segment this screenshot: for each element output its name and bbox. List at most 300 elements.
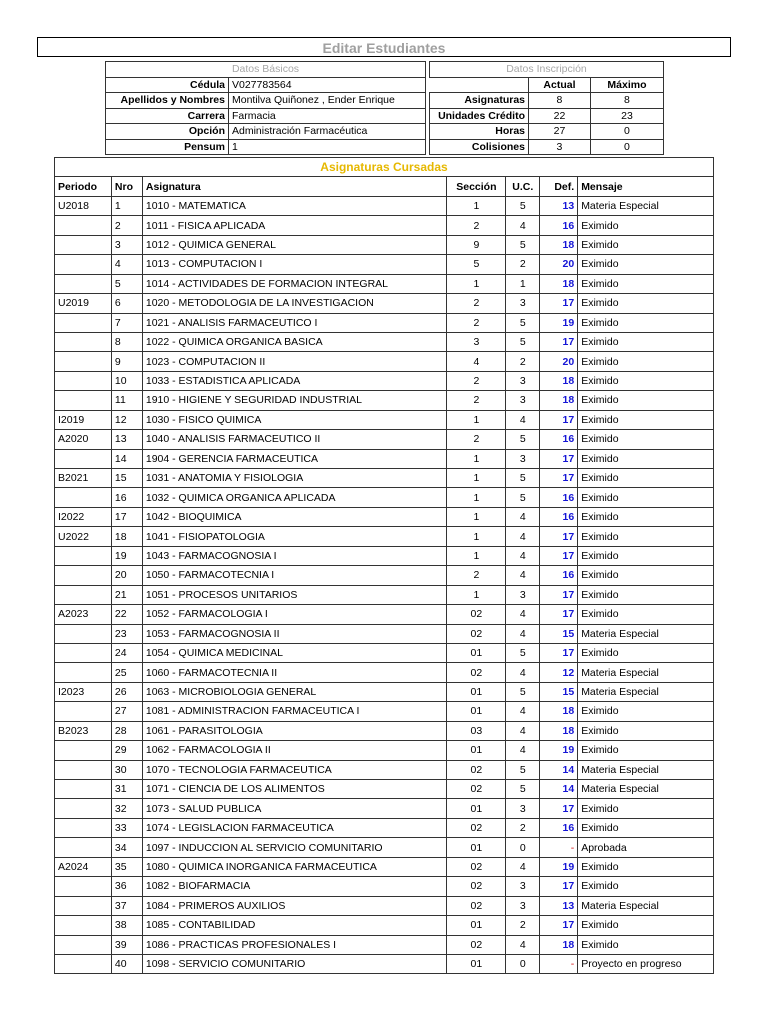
periodo-cell: A2024 xyxy=(55,857,112,876)
inscription-data-header: Datos Inscripción xyxy=(430,62,664,78)
mensaje-cell: Eximido xyxy=(578,799,714,818)
periodo-cell xyxy=(55,916,112,935)
nro-cell: 5 xyxy=(111,274,142,293)
nro-cell: 11 xyxy=(111,391,142,410)
uc-cell: 4 xyxy=(506,663,540,682)
def-cell: 17 xyxy=(540,469,578,488)
seccion-cell: 01 xyxy=(447,741,506,760)
basic-row xyxy=(106,108,426,124)
table-row xyxy=(55,624,714,643)
table-row xyxy=(55,702,714,721)
periodo-cell xyxy=(55,235,112,254)
actual-value: 8 xyxy=(529,93,591,109)
seccion-cell: 01 xyxy=(447,799,506,818)
uc-cell: 5 xyxy=(506,643,540,662)
def-cell: 18 xyxy=(540,235,578,254)
seccion-cell: 1 xyxy=(447,449,506,468)
def-cell: 17 xyxy=(540,294,578,313)
page-title: Editar Estudiantes xyxy=(37,37,731,57)
def-cell: 19 xyxy=(540,857,578,876)
col-header-uc: U.C. xyxy=(506,177,540,196)
asignatura-cell: 1031 - ANATOMIA Y FISIOLOGIA xyxy=(142,469,447,488)
table-row xyxy=(55,430,714,449)
seccion-cell: 2 xyxy=(447,313,506,332)
field-label: Unidades Crédito xyxy=(430,108,529,124)
field-label: Colisiones xyxy=(430,139,529,155)
inscription-row xyxy=(430,93,664,109)
uc-cell: 3 xyxy=(506,799,540,818)
uc-cell: 3 xyxy=(506,294,540,313)
asignatura-cell: 1041 - FISIOPATOLOGIA xyxy=(142,527,447,546)
mensaje-cell: Eximido xyxy=(578,605,714,624)
table-row xyxy=(55,643,714,662)
uc-cell: 4 xyxy=(506,935,540,954)
periodo-cell: A2020 xyxy=(55,430,112,449)
table-row xyxy=(55,527,714,546)
nro-cell: 8 xyxy=(111,332,142,351)
asignatura-cell: 1013 - COMPUTACION I xyxy=(142,255,447,274)
uc-cell: 5 xyxy=(506,196,540,215)
mensaje-cell: Eximido xyxy=(578,274,714,293)
mensaje-cell: Materia Especial xyxy=(578,682,714,701)
nro-cell: 33 xyxy=(111,818,142,837)
periodo-cell xyxy=(55,741,112,760)
basic-row xyxy=(106,77,426,93)
seccion-cell: 1 xyxy=(447,585,506,604)
table-row xyxy=(55,274,714,293)
asignatura-cell: 1074 - LEGISLACION FARMACEUTICA xyxy=(142,818,447,837)
nro-cell: 22 xyxy=(111,605,142,624)
inscription-row xyxy=(430,108,664,124)
nro-cell: 1 xyxy=(111,196,142,215)
asignatura-cell: 1070 - TECNOLOGIA FARMACEUTICA xyxy=(142,760,447,779)
seccion-cell: 02 xyxy=(447,663,506,682)
def-cell: 17 xyxy=(540,605,578,624)
def-cell: 19 xyxy=(540,313,578,332)
asignatura-cell: 1051 - PROCESOS UNITARIOS xyxy=(142,585,447,604)
nro-cell: 13 xyxy=(111,430,142,449)
basic-row xyxy=(106,124,426,140)
periodo-cell xyxy=(55,274,112,293)
asignatura-cell: 1011 - FISICA APLICADA xyxy=(142,216,447,235)
mensaje-cell: Eximido xyxy=(578,857,714,876)
asignatura-cell: 1098 - SERVICIO COMUNITARIO xyxy=(142,954,447,973)
uc-cell: 3 xyxy=(506,371,540,390)
periodo-cell xyxy=(55,585,112,604)
seccion-cell: 1 xyxy=(447,546,506,565)
asignatura-cell: 1081 - ADMINISTRACION FARMACEUTICA I xyxy=(142,702,447,721)
field-label: Cédula xyxy=(106,77,229,93)
asignatura-cell: 1022 - QUIMICA ORGANICA BASICA xyxy=(142,332,447,351)
periodo-cell xyxy=(55,838,112,857)
periodo-cell xyxy=(55,449,112,468)
col-header-nro: Nro xyxy=(111,177,142,196)
uc-cell: 5 xyxy=(506,332,540,351)
mensaje-cell: Materia Especial xyxy=(578,780,714,799)
def-cell: 12 xyxy=(540,663,578,682)
field-label: Asignaturas xyxy=(430,93,529,109)
seccion-cell: 02 xyxy=(447,877,506,896)
periodo-cell xyxy=(55,546,112,565)
uc-cell: 4 xyxy=(506,216,540,235)
uc-cell: 4 xyxy=(506,410,540,429)
table-row xyxy=(55,566,714,585)
mensaje-cell: Eximido xyxy=(578,488,714,507)
mensaje-cell: Eximido xyxy=(578,410,714,429)
asignatura-cell: 1085 - CONTABILIDAD xyxy=(142,916,447,935)
nro-cell: 40 xyxy=(111,954,142,973)
nro-cell: 28 xyxy=(111,721,142,740)
table-row xyxy=(55,818,714,837)
mensaje-cell: Eximido xyxy=(578,371,714,390)
uc-cell: 3 xyxy=(506,449,540,468)
nro-cell: 16 xyxy=(111,488,142,507)
col-actual-header: Actual xyxy=(529,77,591,93)
nro-cell: 39 xyxy=(111,935,142,954)
maximo-value: 23 xyxy=(590,108,663,124)
uc-cell: 4 xyxy=(506,566,540,585)
asignatura-cell: 1021 - ANALISIS FARMACEUTICO I xyxy=(142,313,447,332)
maximo-value: 0 xyxy=(590,139,663,155)
seccion-cell: 03 xyxy=(447,721,506,740)
mensaje-cell: Eximido xyxy=(578,332,714,351)
uc-cell: 5 xyxy=(506,760,540,779)
def-cell: 20 xyxy=(540,255,578,274)
asignatura-cell: 1032 - QUIMICA ORGANICA APLICADA xyxy=(142,488,447,507)
uc-cell: 4 xyxy=(506,624,540,643)
uc-cell: 5 xyxy=(506,682,540,701)
def-cell: 14 xyxy=(540,780,578,799)
col-maximo-header: Máximo xyxy=(590,77,663,93)
asignatura-cell: 1050 - FARMACOTECNIA I xyxy=(142,566,447,585)
mensaje-cell: Proyecto en progreso xyxy=(578,954,714,973)
basic-data-table xyxy=(105,61,426,155)
table-row xyxy=(55,877,714,896)
def-cell: 15 xyxy=(540,624,578,643)
asignatura-cell: 1053 - FARMACOGNOSIA II xyxy=(142,624,447,643)
def-cell: 18 xyxy=(540,721,578,740)
uc-cell: 2 xyxy=(506,255,540,274)
table-row xyxy=(55,857,714,876)
def-cell: 13 xyxy=(540,896,578,915)
asignatura-cell: 1063 - MICROBIOLOGIA GENERAL xyxy=(142,682,447,701)
def-cell: 16 xyxy=(540,216,578,235)
field-label: Opción xyxy=(106,124,229,140)
def-cell: 18 xyxy=(540,702,578,721)
nro-cell: 34 xyxy=(111,838,142,857)
asignatura-cell: 1023 - COMPUTACION II xyxy=(142,352,447,371)
mensaje-cell: Eximido xyxy=(578,877,714,896)
nro-cell: 15 xyxy=(111,469,142,488)
seccion-cell: 02 xyxy=(447,935,506,954)
inscription-row xyxy=(430,124,664,140)
table-row xyxy=(55,741,714,760)
mensaje-cell: Eximido xyxy=(578,935,714,954)
seccion-cell: 02 xyxy=(447,818,506,837)
asignatura-cell: 1073 - SALUD PUBLICA xyxy=(142,799,447,818)
def-cell: 17 xyxy=(540,799,578,818)
table-row xyxy=(55,196,714,215)
mensaje-cell: Eximido xyxy=(578,216,714,235)
mensaje-cell: Materia Especial xyxy=(578,896,714,915)
nro-cell: 30 xyxy=(111,760,142,779)
table-row xyxy=(55,216,714,235)
seccion-cell: 2 xyxy=(447,430,506,449)
table-row xyxy=(55,663,714,682)
table-row xyxy=(55,507,714,526)
nro-cell: 23 xyxy=(111,624,142,643)
periodo-cell: U2019 xyxy=(55,294,112,313)
mensaje-cell: Eximido xyxy=(578,527,714,546)
uc-cell: 0 xyxy=(506,954,540,973)
seccion-cell: 02 xyxy=(447,857,506,876)
seccion-cell: 1 xyxy=(447,469,506,488)
periodo-cell xyxy=(55,391,112,410)
def-cell: 16 xyxy=(540,430,578,449)
field-value: 1 xyxy=(229,139,426,155)
asignatura-cell: 1010 - MATEMATICA xyxy=(142,196,447,215)
mensaje-cell: Eximido xyxy=(578,469,714,488)
periodo-cell xyxy=(55,896,112,915)
def-cell: 18 xyxy=(540,935,578,954)
table-row xyxy=(55,410,714,429)
uc-cell: 4 xyxy=(506,702,540,721)
periodo-cell: I2022 xyxy=(55,507,112,526)
periodo-cell: U2022 xyxy=(55,527,112,546)
uc-cell: 4 xyxy=(506,857,540,876)
actual-value: 3 xyxy=(529,139,591,155)
periodo-cell xyxy=(55,935,112,954)
asignatura-cell: 1060 - FARMACOTECNIA II xyxy=(142,663,447,682)
table-row xyxy=(55,313,714,332)
col-header-periodo: Periodo xyxy=(55,177,112,196)
uc-cell: 2 xyxy=(506,818,540,837)
periodo-cell xyxy=(55,255,112,274)
basic-row xyxy=(106,93,426,109)
periodo-cell: I2023 xyxy=(55,682,112,701)
table-row xyxy=(55,235,714,254)
uc-cell: 5 xyxy=(506,780,540,799)
nro-cell: 9 xyxy=(111,352,142,371)
seccion-cell: 02 xyxy=(447,896,506,915)
seccion-cell: 1 xyxy=(447,488,506,507)
seccion-cell: 2 xyxy=(447,294,506,313)
inscription-data-table xyxy=(429,61,664,155)
periodo-cell xyxy=(55,216,112,235)
uc-cell: 5 xyxy=(506,430,540,449)
def-cell: 17 xyxy=(540,877,578,896)
asignatura-cell: 1030 - FISICO QUIMICA xyxy=(142,410,447,429)
table-row xyxy=(55,585,714,604)
periodo-cell xyxy=(55,702,112,721)
uc-cell: 3 xyxy=(506,391,540,410)
asignatura-cell: 1097 - INDUCCION AL SERVICIO COMUNITARIO xyxy=(142,838,447,857)
actual-value: 22 xyxy=(529,108,591,124)
def-cell: 16 xyxy=(540,818,578,837)
seccion-cell: 02 xyxy=(447,605,506,624)
uc-cell: 0 xyxy=(506,838,540,857)
asignatura-cell: 1012 - QUIMICA GENERAL xyxy=(142,235,447,254)
mensaje-cell: Aprobada xyxy=(578,838,714,857)
mensaje-cell: Eximido xyxy=(578,721,714,740)
table-row xyxy=(55,682,714,701)
table-row xyxy=(55,916,714,935)
basic-data-header: Datos Básicos xyxy=(106,62,426,78)
periodo-cell xyxy=(55,313,112,332)
asignatura-cell: 1043 - FARMACOGNOSIA I xyxy=(142,546,447,565)
def-cell: 17 xyxy=(540,585,578,604)
nro-cell: 3 xyxy=(111,235,142,254)
table-row xyxy=(55,896,714,915)
nro-cell: 17 xyxy=(111,507,142,526)
asignatura-cell: 1071 - CIENCIA DE LOS ALIMENTOS xyxy=(142,780,447,799)
seccion-cell: 01 xyxy=(447,954,506,973)
mensaje-cell: Eximido xyxy=(578,702,714,721)
seccion-cell: 01 xyxy=(447,838,506,857)
col-header-asignatura: Asignatura xyxy=(142,177,447,196)
periodo-cell: U2018 xyxy=(55,196,112,215)
nro-cell: 25 xyxy=(111,663,142,682)
nro-cell: 31 xyxy=(111,780,142,799)
seccion-cell: 2 xyxy=(447,566,506,585)
field-label: Carrera xyxy=(106,108,229,124)
nro-cell: 24 xyxy=(111,643,142,662)
nro-cell: 35 xyxy=(111,857,142,876)
seccion-cell: 02 xyxy=(447,624,506,643)
def-cell: 16 xyxy=(540,488,578,507)
seccion-cell: 1 xyxy=(447,196,506,215)
periodo-cell xyxy=(55,954,112,973)
uc-cell: 4 xyxy=(506,527,540,546)
asignatura-cell: 1910 - HIGIENE Y SEGURIDAD INDUSTRIAL xyxy=(142,391,447,410)
uc-cell: 2 xyxy=(506,352,540,371)
uc-cell: 4 xyxy=(506,741,540,760)
table-row xyxy=(55,780,714,799)
mensaje-cell: Eximido xyxy=(578,430,714,449)
asignatura-cell: 1080 - QUIMICA INORGANICA FARMACEUTICA xyxy=(142,857,447,876)
periodo-cell xyxy=(55,332,112,351)
table-row xyxy=(55,721,714,740)
asignatura-cell: 1084 - PRIMEROS AUXILIOS xyxy=(142,896,447,915)
periodo-cell: A2023 xyxy=(55,605,112,624)
def-cell: 17 xyxy=(540,410,578,429)
def-cell: 16 xyxy=(540,566,578,585)
seccion-cell: 01 xyxy=(447,643,506,662)
seccion-cell: 1 xyxy=(447,274,506,293)
courses-caption: Asignaturas Cursadas xyxy=(55,158,714,177)
def-cell: - xyxy=(540,838,578,857)
uc-cell: 4 xyxy=(506,546,540,565)
periodo-cell xyxy=(55,624,112,643)
periodo-cell xyxy=(55,566,112,585)
periodo-cell xyxy=(55,780,112,799)
table-row xyxy=(55,294,714,313)
uc-cell: 5 xyxy=(506,313,540,332)
table-row xyxy=(55,838,714,857)
mensaje-cell: Eximido xyxy=(578,352,714,371)
seccion-cell: 5 xyxy=(447,255,506,274)
seccion-cell: 1 xyxy=(447,507,506,526)
nro-cell: 18 xyxy=(111,527,142,546)
uc-cell: 5 xyxy=(506,235,540,254)
seccion-cell: 02 xyxy=(447,780,506,799)
table-row xyxy=(55,391,714,410)
maximo-value: 0 xyxy=(590,124,663,140)
uc-cell: 5 xyxy=(506,488,540,507)
nro-cell: 29 xyxy=(111,741,142,760)
courses-header-row xyxy=(55,177,714,196)
field-label: Pensum xyxy=(106,139,229,155)
field-label: Apellidos y Nombres xyxy=(106,93,229,109)
def-cell: 16 xyxy=(540,507,578,526)
field-value: Montilva Quiñonez , Ender Enrique xyxy=(229,93,426,109)
mensaje-cell: Materia Especial xyxy=(578,760,714,779)
table-row xyxy=(55,352,714,371)
mensaje-cell: Eximido xyxy=(578,916,714,935)
uc-cell: 3 xyxy=(506,896,540,915)
periodo-cell xyxy=(55,799,112,818)
uc-cell: 3 xyxy=(506,585,540,604)
mensaje-cell: Eximido xyxy=(578,391,714,410)
asignatura-cell: 1062 - FARMACOLOGIA II xyxy=(142,741,447,760)
def-cell: - xyxy=(540,954,578,973)
table-row xyxy=(55,546,714,565)
mensaje-cell: Eximido xyxy=(578,585,714,604)
nro-cell: 21 xyxy=(111,585,142,604)
mensaje-cell: Eximido xyxy=(578,449,714,468)
field-value: Farmacia xyxy=(229,108,426,124)
nro-cell: 27 xyxy=(111,702,142,721)
mensaje-cell: Eximido xyxy=(578,313,714,332)
def-cell: 18 xyxy=(540,371,578,390)
mensaje-cell: Eximido xyxy=(578,507,714,526)
mensaje-cell: Eximido xyxy=(578,255,714,274)
periodo-cell xyxy=(55,760,112,779)
nro-cell: 38 xyxy=(111,916,142,935)
def-cell: 18 xyxy=(540,391,578,410)
mensaje-cell: Eximido xyxy=(578,643,714,662)
field-value: V027783564 xyxy=(229,77,426,93)
asignatura-cell: 1020 - METODOLOGIA DE LA INVESTIGACION xyxy=(142,294,447,313)
periodo-cell xyxy=(55,818,112,837)
def-cell: 18 xyxy=(540,274,578,293)
def-cell: 15 xyxy=(540,682,578,701)
seccion-cell: 9 xyxy=(447,235,506,254)
periodo-cell: I2019 xyxy=(55,410,112,429)
nro-cell: 7 xyxy=(111,313,142,332)
asignatura-cell: 1054 - QUIMICA MEDICINAL xyxy=(142,643,447,662)
uc-cell: 4 xyxy=(506,721,540,740)
field-label: Horas xyxy=(430,124,529,140)
def-cell: 19 xyxy=(540,741,578,760)
mensaje-cell: Eximido xyxy=(578,235,714,254)
uc-cell: 1 xyxy=(506,274,540,293)
asignatura-cell: 1904 - GERENCIA FARMACEUTICA xyxy=(142,449,447,468)
asignatura-cell: 1082 - BIOFARMACIA xyxy=(142,877,447,896)
basic-row xyxy=(106,139,426,155)
def-cell: 13 xyxy=(540,196,578,215)
col-header-seccion: Sección xyxy=(447,177,506,196)
mensaje-cell: Materia Especial xyxy=(578,663,714,682)
def-cell: 20 xyxy=(540,352,578,371)
periodo-cell: B2023 xyxy=(55,721,112,740)
nro-cell: 37 xyxy=(111,896,142,915)
uc-cell: 3 xyxy=(506,877,540,896)
seccion-cell: 02 xyxy=(447,760,506,779)
table-row xyxy=(55,488,714,507)
nro-cell: 4 xyxy=(111,255,142,274)
def-cell: 17 xyxy=(540,546,578,565)
